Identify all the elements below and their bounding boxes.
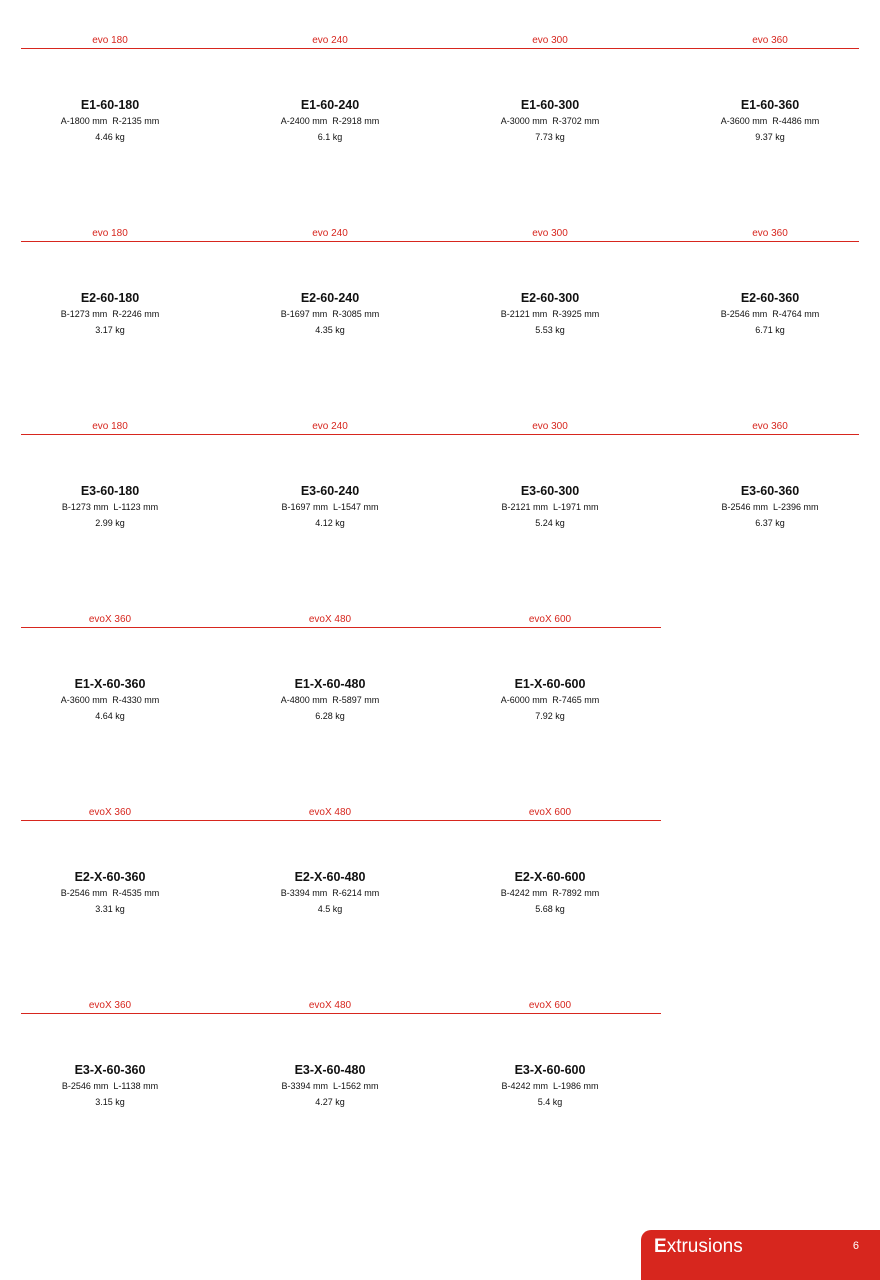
product-dimensions: B-1697 mm L-1547 mm [281,502,379,512]
catalog-row [0,807,880,937]
product-dimensions: B-2121 mm L-1971 mm [501,502,599,512]
product-dimensions: A-6000 mm R-7465 mm [500,695,600,705]
product-weight: 7.73 kg [535,132,565,142]
product-dimensions: B-1273 mm R-2246 mm [60,309,160,319]
catalog-row [0,1000,880,1130]
product-code: E2-60-240 [300,291,360,305]
product-dimensions: B-4242 mm R-7892 mm [500,888,600,898]
product-dimensions: B-2546 mm L-1138 mm [61,1081,159,1091]
product-weight: 4.46 kg [95,132,125,142]
series-label: evoX 600 [528,614,572,625]
product-dimensions: A-4800 mm R-5897 mm [280,695,380,705]
product-weight: 9.37 kg [755,132,785,142]
product-code: E2-X-60-600 [514,870,586,884]
product-code: E3-X-60-360 [74,1063,146,1077]
product-code: E2-X-60-480 [294,870,366,884]
series-divider-rule [21,820,661,821]
product-code: E1-60-300 [520,98,580,112]
series-label: evoX 480 [308,807,352,818]
product-code: E1-X-60-360 [74,677,146,691]
product-weight: 7.92 kg [535,711,565,721]
footer-section-tab [641,1230,880,1280]
series-label: evoX 480 [308,614,352,625]
product-code: E1-X-60-480 [294,677,366,691]
product-code: E1-60-240 [300,98,360,112]
footer-title-initial: E [654,1236,667,1257]
series-label: evoX 600 [528,1000,572,1011]
product-code: E2-60-180 [80,291,140,305]
product-card [440,869,660,917]
product-card [440,483,660,531]
catalog-row [0,228,880,358]
product-card [220,869,440,917]
product-card [660,290,880,338]
product-weight: 6.28 kg [315,711,345,721]
product-code: E3-X-60-480 [294,1063,366,1077]
product-weight: 5.53 kg [535,325,565,335]
product-card [660,483,880,531]
product-code: E3-60-360 [740,484,800,498]
product-dimensions: B-3394 mm R-6214 mm [280,888,380,898]
product-dimensions: A-3600 mm R-4486 mm [720,116,820,126]
product-card [440,1062,660,1110]
product-code: E2-60-300 [520,291,580,305]
series-label: evo 180 [92,35,128,46]
page-number: 6 [852,1240,859,1252]
catalog-row [0,614,880,744]
product-card [220,676,440,724]
product-card [440,290,660,338]
product-card [0,1062,220,1110]
product-dimensions: B-1697 mm R-3085 mm [280,309,380,319]
product-weight: 4.27 kg [315,1097,345,1107]
series-divider-rule [21,627,661,628]
product-weight: 4.12 kg [315,518,345,528]
product-weight: 2.99 kg [95,518,125,528]
series-label: evo 300 [532,421,568,432]
product-dimensions: B-2546 mm R-4764 mm [720,309,820,319]
series-label: evo 240 [312,421,348,432]
product-code: E3-X-60-600 [514,1063,586,1077]
product-card [440,676,660,724]
series-label: evo 360 [752,421,788,432]
series-label: evoX 600 [528,807,572,818]
series-label: evo 180 [92,228,128,239]
series-divider-rule [21,434,859,435]
series-label: evo 360 [752,35,788,46]
product-weight: 4.5 kg [317,904,343,914]
product-weight: 4.64 kg [95,711,125,721]
product-card [0,290,220,338]
series-divider-rule [21,1013,661,1014]
product-dimensions: A-1800 mm R-2135 mm [60,116,160,126]
footer-section-title [654,1235,743,1259]
series-label: evo 360 [752,228,788,239]
product-card [660,97,880,145]
product-code: E3-60-240 [300,484,360,498]
product-card [220,290,440,338]
product-weight: 6.71 kg [755,325,785,335]
product-weight: 5.4 kg [537,1097,563,1107]
series-label: evoX 360 [88,1000,132,1011]
product-card [0,869,220,917]
product-card [220,97,440,145]
product-code: E3-60-300 [520,484,580,498]
product-weight: 6.1 kg [317,132,343,142]
product-card [0,483,220,531]
series-label: evo 240 [312,228,348,239]
series-label: evoX 480 [308,1000,352,1011]
series-label: evo 300 [532,228,568,239]
catalog-row [0,35,880,165]
series-label: evo 240 [312,35,348,46]
product-card [440,97,660,145]
series-label: evoX 360 [88,614,132,625]
product-dimensions: A-3600 mm R-4330 mm [60,695,160,705]
product-card [0,97,220,145]
product-dimensions: B-2121 mm R-3925 mm [500,309,600,319]
product-dimensions: B-2546 mm R-4535 mm [60,888,160,898]
product-weight: 3.31 kg [95,904,125,914]
product-dimensions: B-2546 mm L-2396 mm [721,502,819,512]
product-card [0,676,220,724]
product-weight: 3.17 kg [95,325,125,335]
product-weight: 3.15 kg [95,1097,125,1107]
series-label: evoX 360 [88,807,132,818]
product-dimensions: B-4242 mm L-1986 mm [501,1081,599,1091]
product-code: E1-60-180 [80,98,140,112]
product-dimensions: A-3000 mm R-3702 mm [500,116,600,126]
product-dimensions: B-3394 mm L-1562 mm [281,1081,379,1091]
series-divider-rule [21,48,859,49]
product-weight: 4.35 kg [315,325,345,335]
product-dimensions: B-1273 mm L-1123 mm [61,502,159,512]
product-card [220,1062,440,1110]
product-code: E1-60-360 [740,98,800,112]
product-dimensions: A-2400 mm R-2918 mm [280,116,380,126]
product-code: E2-60-360 [740,291,800,305]
series-label: evo 300 [532,35,568,46]
product-code: E2-X-60-360 [74,870,146,884]
product-weight: 6.37 kg [755,518,785,528]
product-code: E3-60-180 [80,484,140,498]
product-weight: 5.68 kg [535,904,565,914]
footer-title-rest: xtrusions [666,1236,743,1257]
series-divider-rule [21,241,859,242]
product-code: E1-X-60-600 [514,677,586,691]
product-card [220,483,440,531]
catalog-row [0,421,880,551]
product-weight: 5.24 kg [535,518,565,528]
series-label: evo 180 [92,421,128,432]
